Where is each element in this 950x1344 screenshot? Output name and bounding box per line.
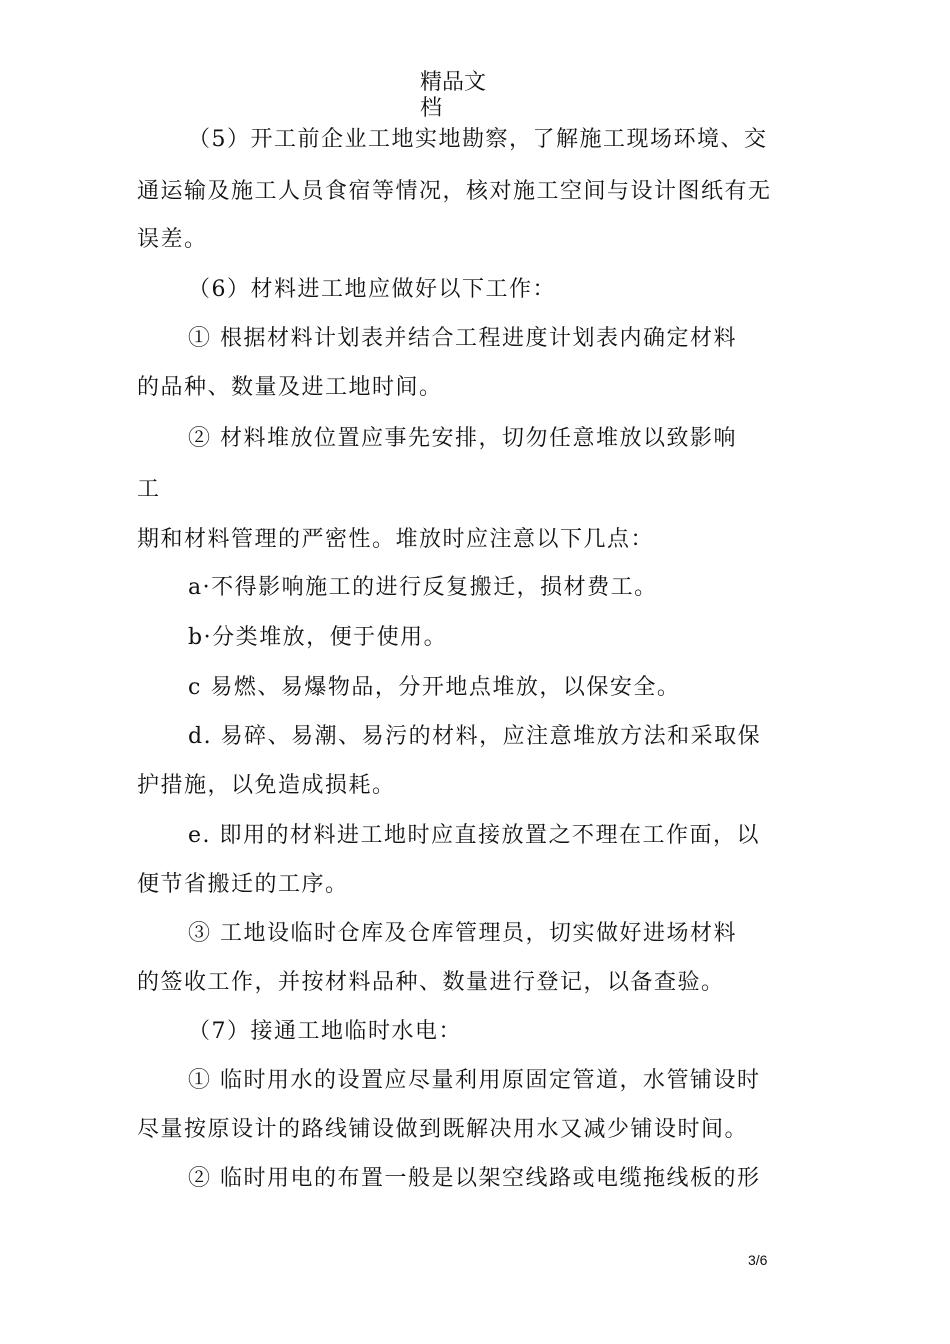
body-line: 通运输及施工人员食宿等情况，核对施工空间与设计图纸有无 [137,179,772,204]
body-line: 工 [137,477,161,502]
header-line-2: 档 [420,96,443,121]
body-line: （5）开工前企业工地实地勘察，了解施工现场环境、交 [188,127,768,152]
body-line: b·分类堆放，便于使用。 [188,625,448,650]
body-line: 的签收工作，并按材料品种、数量进行登记，以备查验。 [137,970,725,995]
body-line: a·不得影响施工的进行反复搬迁，损材费工。 [188,575,658,600]
header-line-1: 精品文 [420,70,487,95]
body-line: ② 临时用电的布置一般是以架空线路或电缆拖线板的形 [188,1166,761,1191]
body-line: c 易燃、易爆物品，分开地点堆放，以保安全。 [188,675,681,700]
body-line: （6）材料进工地应做好以下工作： [188,277,556,302]
body-line: ① 临时用水的设置应尽量利用原固定管道，水管铺设时 [188,1068,761,1093]
body-line: 误差。 [137,227,208,252]
body-line: ② 材料堆放位置应事先安排，切勿任意堆放以致影响 [188,426,737,451]
body-line: 便节省搬迁的工序。 [137,872,349,897]
body-line: e. 即用的材料进工地时应直接放置之不理在工作面，以 [188,823,761,848]
body-line: 期和材料管理的严密性。堆放时应注意以下几点： [137,527,655,552]
body-line: ① 根据材料计划表并结合工程进度计划表内确定材料 [188,326,737,351]
body-line: ③ 工地设临时仓库及仓库管理员，切实做好进场材料 [188,921,737,946]
body-line: （7）接通工地临时水电： [188,1019,462,1044]
page-number: 3/6 [748,1252,768,1268]
body-line: d. 易碎、易潮、易污的材料，应注意堆放方法和采取保 [188,724,762,749]
body-line: 尽量按原设计的路线铺设做到既解决用水又减少铺设时间。 [137,1117,749,1142]
body-line: 的品种、数量及进工地时间。 [137,375,443,400]
body-line: 护措施，以免造成损耗。 [137,773,396,798]
page-header [420,70,530,122]
